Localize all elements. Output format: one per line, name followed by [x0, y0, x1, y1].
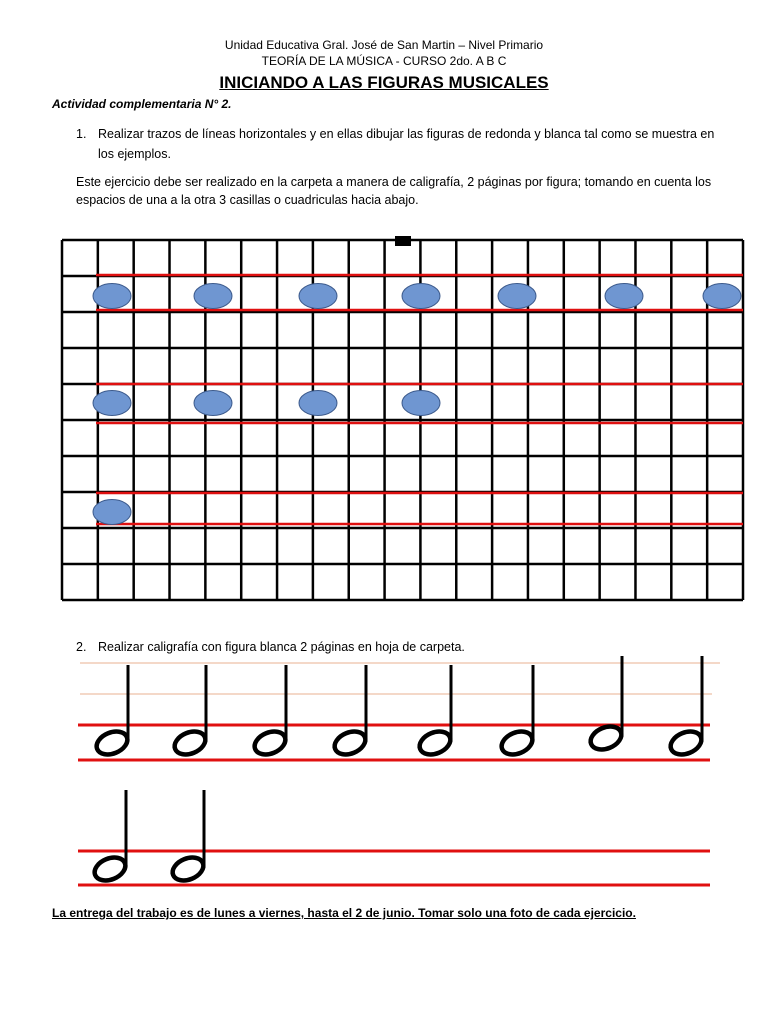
half-note-head	[587, 722, 625, 753]
half-note-head	[251, 727, 289, 758]
half-note-staff-lines	[78, 663, 720, 885]
half-note	[91, 790, 129, 885]
half-note-head	[498, 727, 536, 758]
instruction-2-text: Realizar caligrafía con figura blanca 2 páginas en hoja de carpeta.	[98, 640, 465, 654]
half-note	[667, 656, 705, 759]
half-note-head	[331, 727, 369, 758]
half-note	[587, 656, 625, 754]
half-note-head	[171, 727, 209, 758]
half-note-head	[93, 727, 131, 758]
half-note	[169, 790, 207, 885]
instruction-paragraph: Este ejercicio debe ser realizado en la carpeta a manera de caligrafía, 2 páginas por figura; tomando en cuenta los espacios de una a la otra 3 casillas o cuadriculas hacia abajo.	[76, 175, 712, 207]
half-note-head	[667, 727, 705, 758]
school-header: Unidad Educativa Gral. José de San Martin – Nivel Primario	[224, 38, 544, 52]
half-note	[498, 665, 536, 759]
half-note-head	[169, 853, 207, 884]
half-note-head	[91, 853, 129, 884]
activity-label: Actividad complementaria N° 2.	[52, 97, 232, 111]
page-title: INICIANDO A LAS FIGURAS MUSICALES	[219, 73, 549, 92]
delivery-note: La entrega del trabajo es de lunes a viernes, hasta el 2 de junio. Tomar solo una foto de cada ejercicio.	[52, 906, 636, 920]
half-note	[331, 665, 369, 759]
instruction-1-text: Realizar trazos de líneas horizontales y en ellas dibujar las figuras de redonda y blanca tal como se muestra en los ejemplos.	[98, 127, 715, 161]
instruction-1-number: 1.	[76, 127, 87, 141]
half-note-head	[416, 727, 454, 758]
half-note	[171, 665, 209, 759]
half-note	[416, 665, 454, 759]
course-header: TEORÍA DE LA MÚSICA - CURSO 2do. A B C	[261, 54, 507, 68]
half-note	[93, 665, 131, 759]
half-note	[251, 665, 289, 759]
instruction-2-number: 2.	[76, 640, 87, 654]
